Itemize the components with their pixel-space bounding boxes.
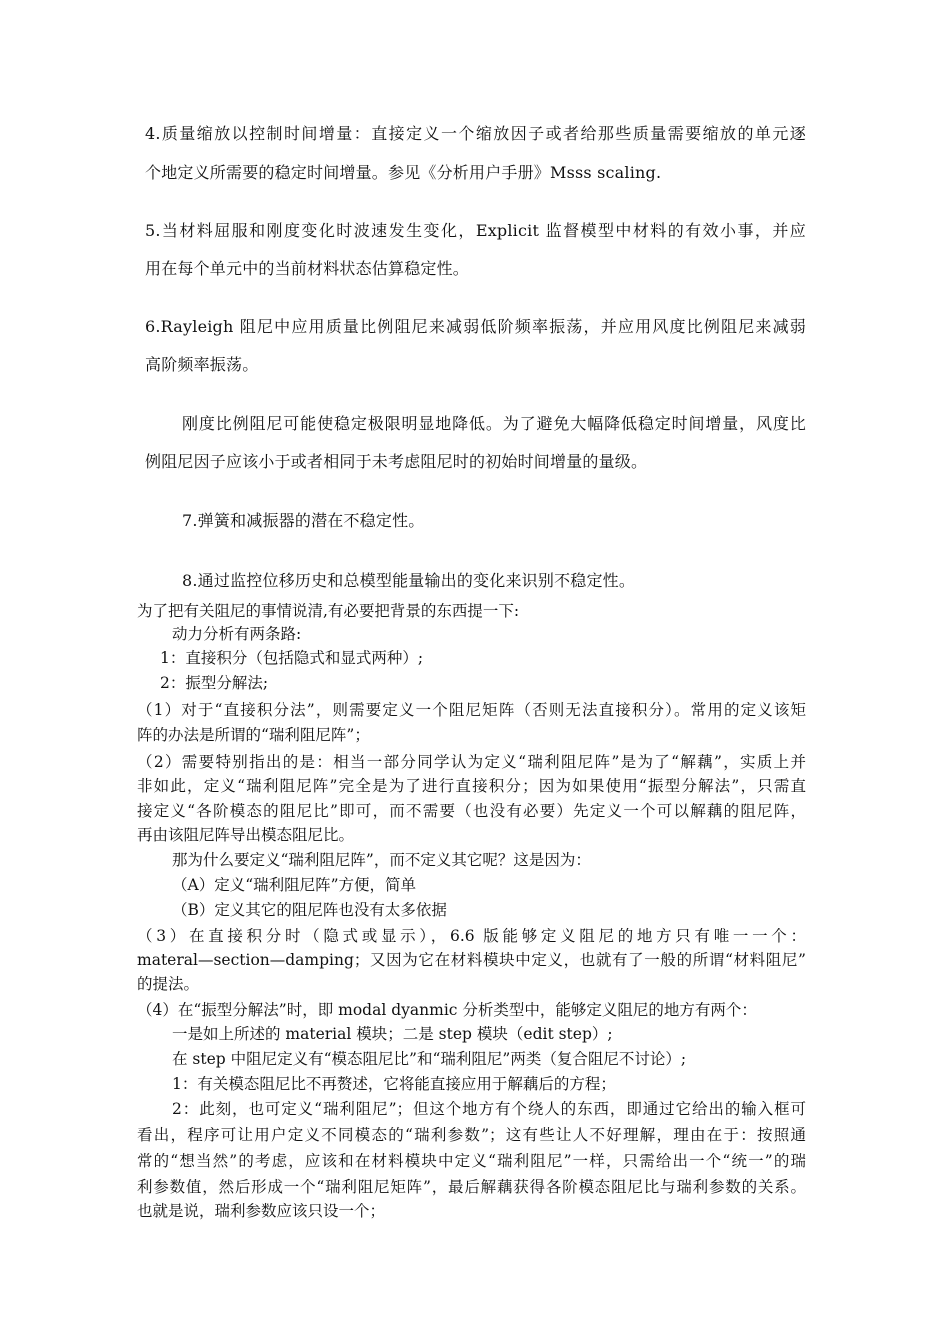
way-2-line: 2：振型分解法; [160,674,269,692]
paragraph-6-line-1: 6.Rayleigh 阻尼中应用质量比例阻尼来减弱低阶频率振荡，并应用风度比例阻尼来减弱 [145,317,806,336]
note-4-line-1: （4）在“振型分解法”时，即 modal dyanmic 分析类型中，能够定义阻尼的地方有两个： [137,1001,757,1019]
note-2-line-2: 非如此，定义“瑞利阻尼阵”完全是为了进行直接积分；因为如果使用“振型分解法”，只需直 [137,777,806,795]
paragraph-8: 8.通过监控位移历史和总模型能量输出的变化来识别不稳定性。 [182,571,636,590]
note-1-line-2: 阵的办法是所谓的“瑞利阻尼阵”； [137,726,370,744]
two-ways-line: 动力分析有两条路: [172,625,302,643]
paragraph-5-line-1: 5.当材料屈服和刚度变化时波速发生变化，Explicit 监督模型中材料的有效小事，并应 [145,221,806,240]
note-4-modules-line: 一是如上所述的 material 模块；二是 step 模块（edit step）; [172,1025,613,1043]
paragraph-5-line-2: 用在每个单元中的当前材料状态估算稳定性。 [145,259,470,278]
intro-line: 为了把有关阻尼的事情说清,有必要把背景的东西提一下: [137,602,520,620]
paragraph-4-line-1: 4.质量缩放以控制时间增量：直接定义一个缩放因子或者给那些质量需要缩放的单元逐 [145,124,806,143]
note-4-item-2-line-2: 看出，程序可让用户定义不同模态的“瑞利参数”；这有些让人不好理解，理由在于：按照通 [137,1126,806,1144]
note-2-line-1: （2）需要特别指出的是：相当一部分同学认为定义“瑞利阻尼阵”是为了“解藕”，实质上并 [137,753,806,771]
way-1-line: 1：直接积分（包括隐式和显式两种）; [160,649,424,667]
note-4-item-2-line-5: 也就是说，瑞利参数应该只设一个； [137,1202,386,1220]
why-line: 那为什么要定义“瑞利阻尼阵”，而不定义其它呢？这是因为： [172,851,591,869]
note-4-item-2-line-3: 常的“想当然”的考虑，应该和在材料模块中定义“瑞利阻尼”一样，只需给出一个“统一”的瑞 [137,1152,806,1170]
paragraph-7: 7.弹簧和减振器的潜在不稳定性。 [182,511,425,530]
reason-b-line: （B）定义其它的阻尼阵也没有太多依据 [172,901,447,919]
reason-a-line: （A）定义“瑞利阻尼阵”方便，简单 [172,876,417,894]
paragraph-6-line-2: 高阶频率振荡。 [145,355,259,374]
note-1-line-1: （1）对于“直接积分法”，则需要定义一个阻尼矩阵（否则无法直接积分）。常用的定义该矩 [137,701,806,719]
note-3-line-2: materal—section—damping；又因为它在材料模块中定义，也就有了一般的所谓“材料阻尼” [137,951,806,969]
note-2-line-3: 接定义“各阶模态的阻尼比”即可，而不需要（也没有必要）先定义一个可以解藕的阻尼阵， [137,802,806,820]
note-4-item-2-line-4: 利参数值，然后形成一个“瑞利阻尼矩阵”，最后解藕获得各阶模态阻尼比与瑞利参数的关系。 [137,1178,806,1196]
paragraph-4-line-2: 个地定义所需要的稳定时间增量。参见《分析用户手册》Msss scaling. [145,163,662,182]
note-2-line-4: 再由该阻尼阵导出模态阻尼比。 [137,826,355,844]
note-3-line-3: 的提法。 [137,975,200,993]
paragraph-stiffness-line-2: 例阻尼因子应该小于或者相同于未考虑阻尼时的初始时间增量的量级。 [145,452,648,471]
note-4-item-1: 1：有关模态阻尼比不再赘述，它将能直接应用于解藕后的方程； [172,1075,616,1093]
paragraph-stiffness-line-1: 刚度比例阻尼可能使稳定极限明显地降低。为了避免大幅降低稳定时间增量，风度比 [182,414,806,433]
note-4-item-2-line-1: 2：此刻，也可定义“瑞利阻尼”；但这个地方有个绕人的东西，即通过它给出的输入框可 [172,1100,806,1118]
note-4-step-line: 在 step 中阻尼定义有“模态阻尼比”和“瑞利阻尼”两类（复合阻尼不讨论）; [172,1050,687,1068]
note-3-line-1: （3）在直接积分时（隐式或显示），6.6 版能够定义阻尼的地方只有唯一一个： [137,927,806,945]
